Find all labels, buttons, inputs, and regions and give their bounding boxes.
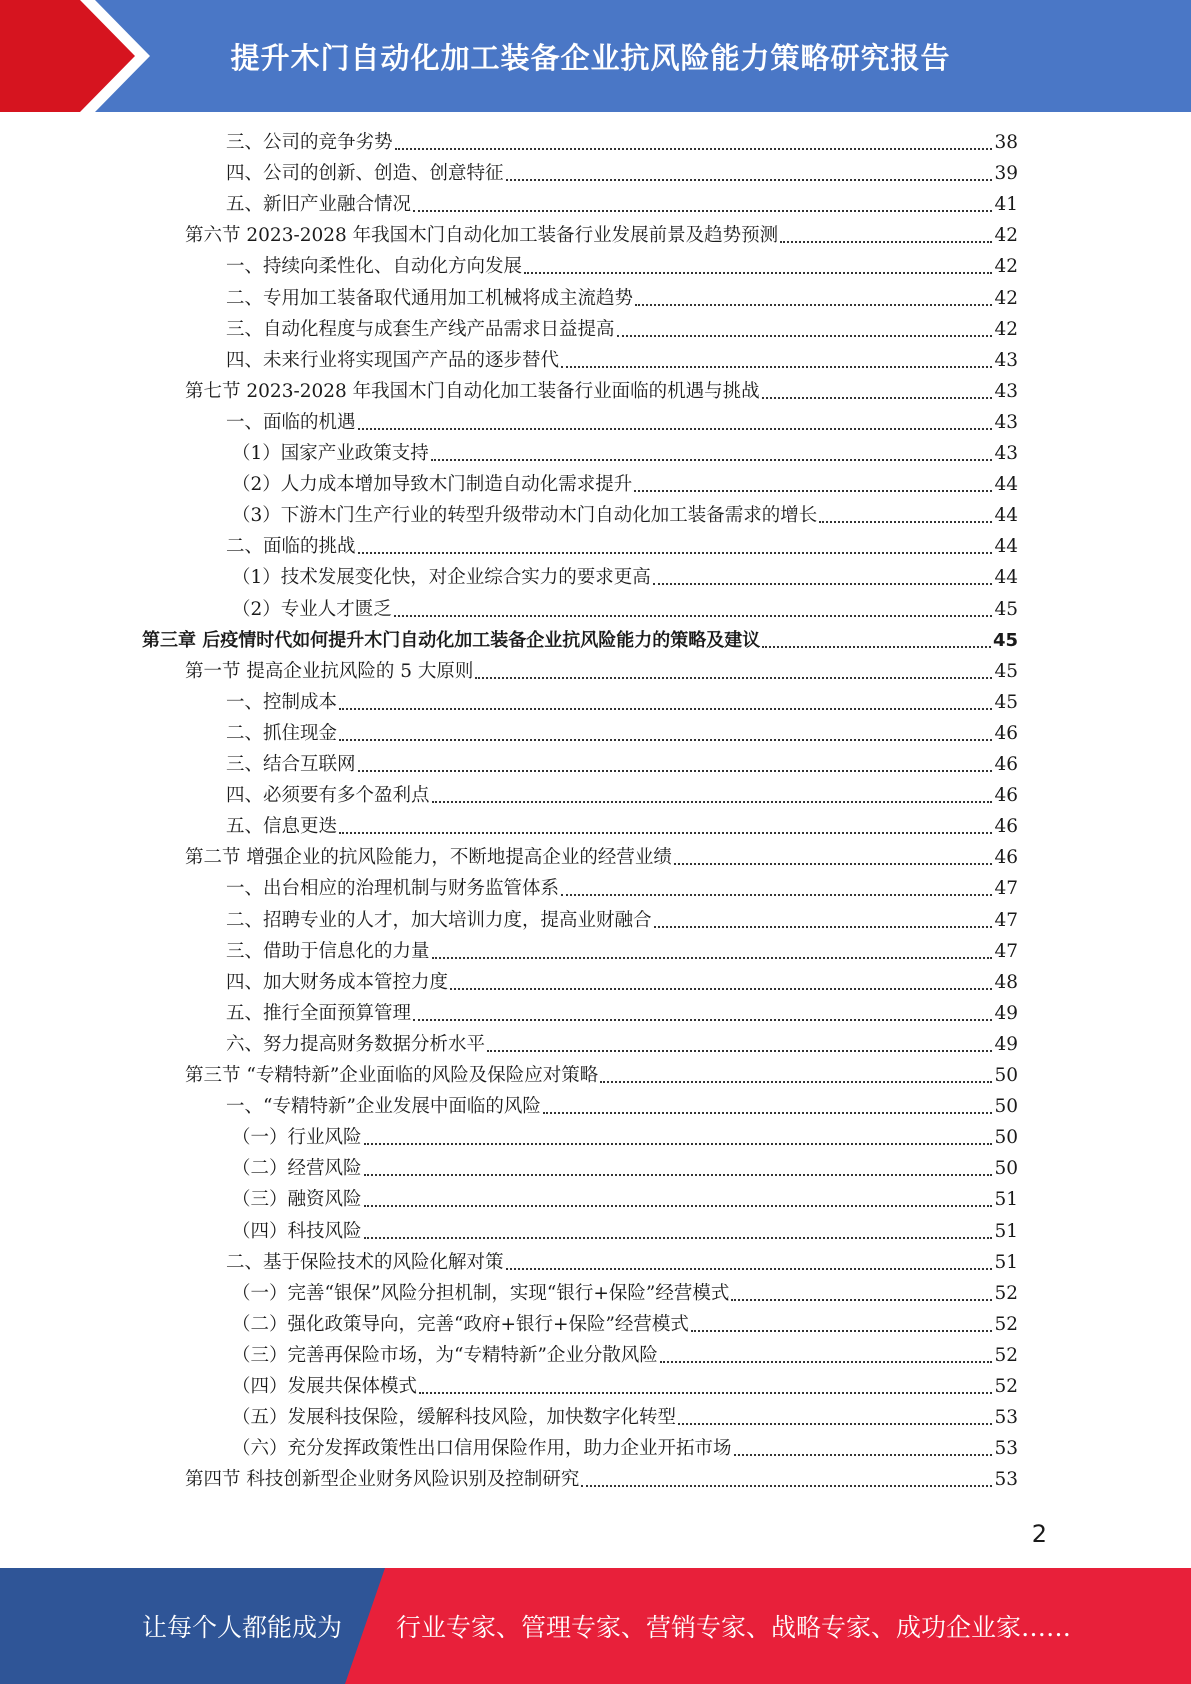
toc-dot-leader xyxy=(431,458,993,461)
toc-entry[interactable] xyxy=(226,127,1018,158)
toc-dot-leader xyxy=(432,956,993,959)
toc-entry-page: 45 xyxy=(994,660,1018,682)
toc-entry-page: 53 xyxy=(994,1438,1018,1460)
toc-entry-title: （三）完善再保险市场，为“专精特新”企业分散风险 xyxy=(232,1344,658,1366)
toc-entry-page: 45 xyxy=(994,691,1018,713)
toc-entry[interactable] xyxy=(226,718,1018,749)
toc-dot-leader xyxy=(561,893,992,896)
toc-entry[interactable] xyxy=(226,283,1018,314)
toc-entry-page: 44 xyxy=(994,536,1018,558)
toc-dot-leader xyxy=(819,520,992,523)
toc-entry[interactable] xyxy=(232,1371,1018,1402)
toc-entry[interactable] xyxy=(232,1340,1018,1371)
toc-entry-title: （2）专业人才匮乏 xyxy=(232,598,392,620)
toc-entry[interactable] xyxy=(185,656,1018,687)
toc-dot-leader xyxy=(419,1391,992,1394)
toc-entry-page: 43 xyxy=(994,443,1018,464)
toc-entry-title: （3）下游木门生产行业的转型升级带动木门自动化加工装备需求的增长 xyxy=(232,505,818,527)
toc-dot-leader xyxy=(339,707,992,710)
toc-dot-leader xyxy=(543,1111,993,1114)
toc-entry[interactable] xyxy=(226,407,1018,438)
toc-entry-title: 六、努力提高财务数据分析水平 xyxy=(226,1033,486,1055)
toc-entry[interactable] xyxy=(226,687,1018,718)
toc-entry[interactable] xyxy=(232,1309,1018,1340)
toc-entry[interactable] xyxy=(232,1433,1018,1464)
toc-dot-leader xyxy=(506,1267,993,1270)
toc-dot-leader xyxy=(475,676,992,679)
toc-entry-page: 50 xyxy=(994,1158,1018,1180)
toc-dot-leader xyxy=(358,427,993,430)
toc-entry[interactable] xyxy=(226,189,1018,220)
toc-entry-title: 四、必须要有多个盈利点 xyxy=(226,785,430,807)
toc-entry-title: （1）国家产业政策支持 xyxy=(232,443,429,464)
toc-entry-title: 第四节 科技创新型企业财务风险识别及控制研究 xyxy=(185,1469,580,1491)
toc-dot-leader xyxy=(524,271,992,274)
page-number: 2 xyxy=(1031,1520,1047,1548)
toc-dot-leader xyxy=(364,1142,993,1145)
toc-entry[interactable] xyxy=(232,500,1018,531)
toc-entry-page: 49 xyxy=(994,1033,1018,1055)
toc-entry-page: 50 xyxy=(994,1065,1018,1086)
toc-entry[interactable] xyxy=(226,998,1018,1029)
toc-entry-page: 45 xyxy=(994,598,1018,620)
toc-entry[interactable] xyxy=(226,905,1018,936)
toc-dot-leader xyxy=(487,1049,992,1052)
toc-dot-leader xyxy=(678,1422,992,1425)
toc-entry[interactable] xyxy=(232,469,1018,500)
toc-entry-title: 第三节 “专精特新”企业面临的风险及保险应对策略 xyxy=(185,1065,599,1086)
toc-entry-title: （二）经营风险 xyxy=(232,1158,362,1180)
toc-entry-page: 49 xyxy=(994,1002,1018,1024)
footer-slogan-right: 行业专家、管理专家、营销专家、战略专家、成功企业家…… xyxy=(396,1613,1072,1642)
toc-entry-title: 三、借助于信息化的力量 xyxy=(226,940,430,962)
toc-entry-page: 46 xyxy=(994,816,1018,838)
toc-entry-title: 二、面临的挑战 xyxy=(226,536,356,558)
toc-entry-title: 第三章 后疫情时代如何提升木门自动化加工装备企业抗风险能力的策略及建议 xyxy=(142,629,761,651)
toc-entry-page: 44 xyxy=(994,505,1018,527)
toc-entry-page: 41 xyxy=(994,194,1018,216)
toc-entry-page: 46 xyxy=(994,847,1018,869)
toc-entry-page: 53 xyxy=(994,1407,1018,1429)
toc-entry-page: 47 xyxy=(994,909,1018,931)
toc-entry-page: 52 xyxy=(994,1282,1018,1304)
toc-entry-title: 一、控制成本 xyxy=(226,691,338,713)
toc-entry-title: 五、推行全面预算管理 xyxy=(226,1002,412,1024)
toc-entry[interactable] xyxy=(226,873,1018,904)
toc-entry-title: （2）人力成本增加导致木门制造自动化需求提升 xyxy=(232,474,633,496)
toc-entry[interactable] xyxy=(226,811,1018,842)
toc-entry-title: 第一节 提高企业抗风险的 5 大原则 xyxy=(185,660,474,682)
toc-entry[interactable] xyxy=(226,314,1018,345)
toc-dot-leader xyxy=(617,334,993,337)
toc-entry-title: 五、信息更迭 xyxy=(226,816,338,838)
toc-entry[interactable] xyxy=(185,1060,1018,1091)
toc-entry-page: 42 xyxy=(994,225,1018,247)
toc-dot-leader xyxy=(780,240,992,243)
toc-entry-title: 第二节 增强企业的抗风险能力，不断地提高企业的经营业绩 xyxy=(185,847,672,869)
toc-entry-page: 38 xyxy=(994,132,1018,153)
toc-entry-title: 二、招聘专业的人才，加大培训力度，提高业财融合 xyxy=(226,909,652,931)
toc-entry-title: （一）完善“银保”风险分担机制，实现“银行+保险”经营模式 xyxy=(232,1282,730,1304)
toc-entry[interactable] xyxy=(226,531,1018,562)
toc-entry-title: 三、自动化程度与成套生产线产品需求日益提高 xyxy=(226,318,615,340)
toc-dot-leader xyxy=(413,1018,992,1021)
toc-entry[interactable] xyxy=(232,438,1018,469)
toc-entry-title: 二、抓住现金 xyxy=(226,722,338,744)
toc-entry-page: 53 xyxy=(994,1469,1018,1491)
toc-entry[interactable] xyxy=(232,562,1018,593)
toc-entry[interactable] xyxy=(226,1247,1018,1278)
toc-entry[interactable] xyxy=(185,842,1018,873)
toc-chapter-entry[interactable] xyxy=(142,625,1018,656)
toc-dot-leader xyxy=(364,1204,993,1207)
toc-entry-page: 51 xyxy=(994,1220,1018,1242)
toc-entry[interactable] xyxy=(185,1464,1018,1495)
toc-entry[interactable] xyxy=(226,158,1018,189)
toc-entry[interactable] xyxy=(232,1402,1018,1433)
toc-entry-title: 二、专用加工装备取代通用加工机械将成主流趋势 xyxy=(226,287,634,309)
toc-entry[interactable] xyxy=(185,220,1018,251)
toc-dot-leader xyxy=(762,396,993,399)
toc-entry-page: 43 xyxy=(994,349,1018,371)
toc-entry-page: 46 xyxy=(994,754,1018,775)
toc-entry[interactable] xyxy=(226,967,1018,998)
toc-entry-title: （一）行业风险 xyxy=(232,1127,362,1149)
toc-entry-page: 44 xyxy=(994,474,1018,496)
toc-entry-page: 45 xyxy=(992,629,1018,651)
toc-entry-page: 42 xyxy=(994,256,1018,278)
toc-entry-page: 47 xyxy=(994,940,1018,962)
toc-entry-page: 50 xyxy=(994,1096,1018,1118)
toc-entry-page: 52 xyxy=(994,1376,1018,1397)
toc-entry-page: 42 xyxy=(994,287,1018,309)
toc-entry-title: （四）发展共保体模式 xyxy=(232,1376,418,1397)
toc-dot-leader xyxy=(654,925,993,928)
toc-entry-title: （六）充分发挥政策性出口信用保险作用，助力企业开拓市场 xyxy=(232,1438,732,1460)
toc-entry-page: 50 xyxy=(994,1127,1018,1149)
toc-dot-leader xyxy=(413,209,992,212)
toc-entry-title: （四）科技风险 xyxy=(232,1220,362,1242)
toc-entry[interactable] xyxy=(226,1029,1018,1060)
report-title: 提升木门自动化加工装备企业抗风险能力策略研究报告 xyxy=(230,40,951,75)
toc-dot-leader xyxy=(734,1453,993,1456)
toc-entry-title: 第七节 2023-2028 年我国木门自动化加工装备行业面临的机遇与挑战 xyxy=(185,380,760,402)
toc-dot-leader xyxy=(358,551,993,554)
toc-entry-page: 42 xyxy=(994,318,1018,340)
toc-entry-page: 43 xyxy=(994,380,1018,402)
toc-dot-leader xyxy=(600,1080,992,1083)
toc-dot-leader xyxy=(660,1360,993,1363)
toc-entry[interactable] xyxy=(226,936,1018,967)
toc-dot-leader xyxy=(364,1173,993,1176)
toc-entry[interactable] xyxy=(232,594,1018,625)
toc-dot-leader xyxy=(339,738,992,741)
toc-dot-leader xyxy=(339,831,992,834)
toc-entry-title: 三、结合互联网 xyxy=(226,754,356,775)
toc-entry-title: 四、加大财务成本管控力度 xyxy=(226,971,449,993)
toc-dot-leader xyxy=(635,303,992,306)
toc-entry[interactable] xyxy=(232,1153,1018,1184)
toc-entry-page: 46 xyxy=(994,722,1018,744)
toc-dot-leader xyxy=(364,1236,993,1239)
toc-dot-leader xyxy=(653,582,993,585)
toc-dot-leader xyxy=(358,769,993,772)
toc-entry-page: 39 xyxy=(994,163,1018,185)
toc-entry-title: （1）技术发展变化快，对企业综合实力的要求更高 xyxy=(232,567,651,589)
toc-entry-page: 52 xyxy=(994,1313,1018,1335)
report-header xyxy=(0,0,1191,112)
toc-entry-title: （二）强化政策导向，完善“政府+银行+保险”经营模式 xyxy=(232,1313,689,1335)
toc-dot-leader xyxy=(395,147,993,150)
toc-entry[interactable] xyxy=(226,749,1018,780)
toc-entry-title: 一、“专精特新”企业发展中面临的风险 xyxy=(226,1096,541,1118)
toc-entry[interactable] xyxy=(226,251,1018,282)
toc-entry-page: 44 xyxy=(994,567,1018,589)
toc-entry[interactable] xyxy=(226,780,1018,811)
toc-entry-title: 四、公司的创新、创造、创意特征 xyxy=(226,163,504,185)
toc-entry-title: （三）融资风险 xyxy=(232,1189,362,1211)
toc-entry-page: 47 xyxy=(994,878,1018,900)
toc-entry[interactable] xyxy=(226,345,1018,376)
toc-entry-page: 48 xyxy=(994,971,1018,993)
toc-entry[interactable] xyxy=(226,1091,1018,1122)
toc-dot-leader xyxy=(506,178,993,181)
toc-entry-page: 51 xyxy=(994,1189,1018,1211)
toc-entry-title: 一、出台相应的治理机制与财务监管体系 xyxy=(226,878,560,900)
footer-slogan-left: 让每个人都能成为 xyxy=(142,1613,343,1642)
toc-entry[interactable] xyxy=(232,1216,1018,1247)
toc-dot-leader xyxy=(394,614,993,617)
toc-entry-title: 三、公司的竞争劣势 xyxy=(226,132,393,153)
toc-dot-leader xyxy=(674,862,993,865)
toc-dot-leader xyxy=(432,800,993,803)
toc-entry-title: （五）发展科技保险，缓解科技风险，加快数字化转型 xyxy=(232,1407,677,1429)
toc-dot-leader xyxy=(762,645,991,648)
toc-entry-title: 二、基于保险技术的风险化解对策 xyxy=(226,1251,504,1273)
toc-entry[interactable] xyxy=(232,1184,1018,1215)
toc-entry[interactable] xyxy=(185,376,1018,407)
toc-dot-leader xyxy=(581,1484,992,1487)
toc-entry-page: 46 xyxy=(994,785,1018,807)
toc-entry-title: 一、持续向柔性化、自动化方向发展 xyxy=(226,256,523,278)
toc-dot-leader xyxy=(450,987,992,990)
report-footer xyxy=(0,1568,1191,1684)
toc-dot-leader xyxy=(691,1329,993,1332)
toc-entry-title: 五、新旧产业融合情况 xyxy=(226,194,412,216)
toc-dot-leader xyxy=(561,365,992,368)
toc-entry-title: 一、面临的机遇 xyxy=(226,411,356,433)
toc-entry-page: 51 xyxy=(994,1251,1018,1273)
toc-entry-page: 52 xyxy=(994,1344,1018,1366)
toc-entry[interactable] xyxy=(232,1278,1018,1309)
toc-entry-title: 四、未来行业将实现国产产品的逐步替代 xyxy=(226,349,560,371)
toc-dot-leader xyxy=(634,489,992,492)
toc-entry-page: 43 xyxy=(994,411,1018,433)
toc-entry-title: 第六节 2023-2028 年我国木门自动化加工装备行业发展前景及趋势预测 xyxy=(185,225,779,247)
toc-dot-leader xyxy=(731,1298,992,1301)
toc-entry[interactable] xyxy=(232,1122,1018,1153)
